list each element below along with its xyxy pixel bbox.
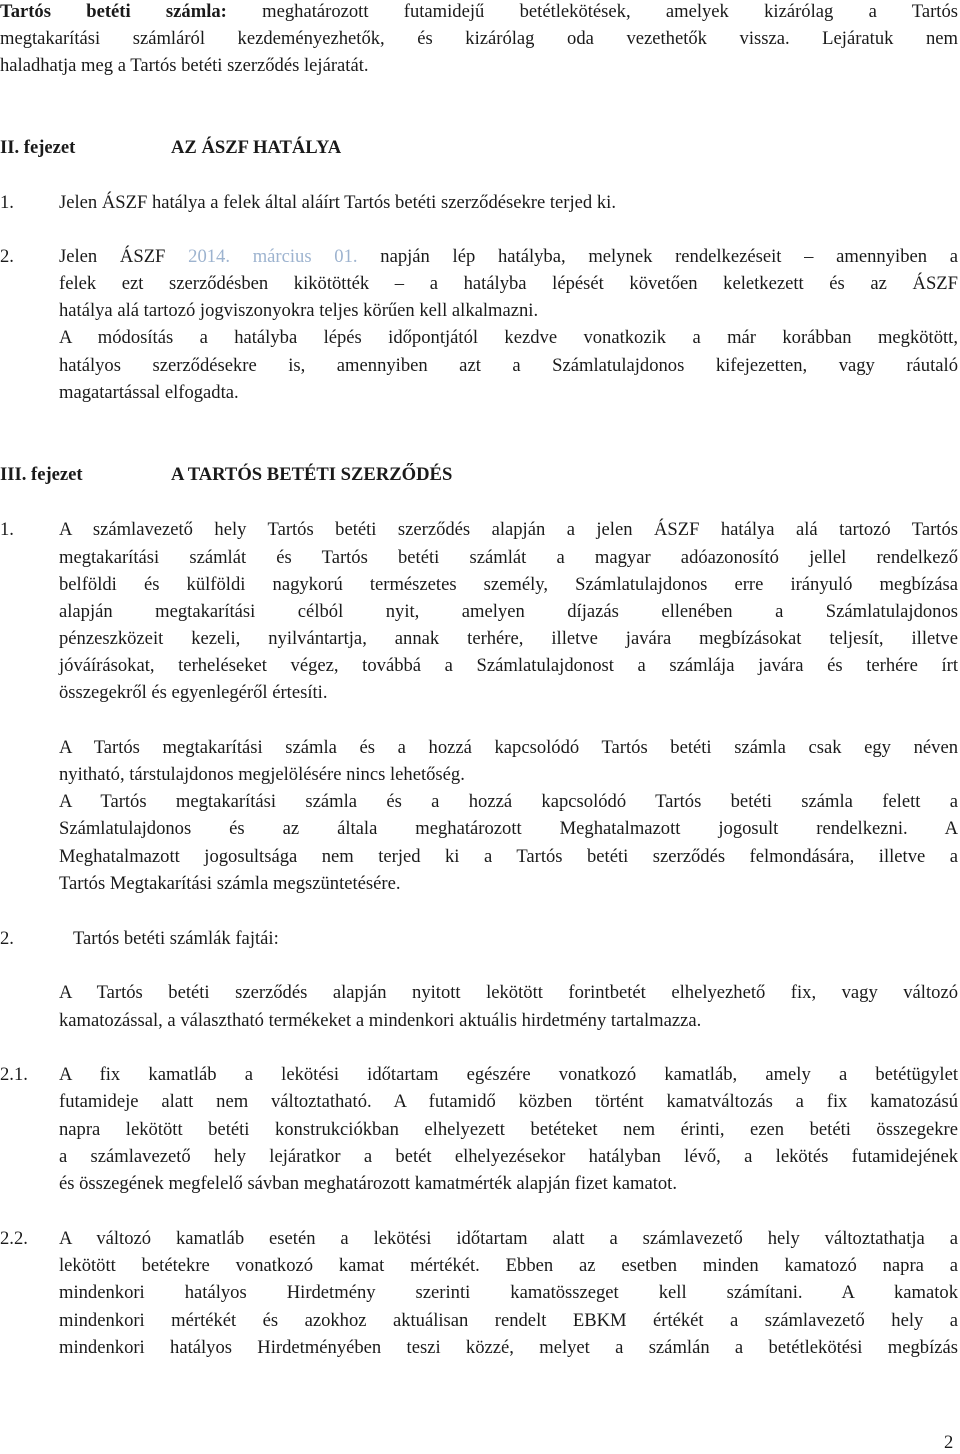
chapter-2-item-2-number: 2. <box>0 246 14 267</box>
intro-line-2: megtakarítási számláról kezdeményezhetők, és kizárólag oda vezethetők vissza. Lejáratuk nem <box>0 28 958 49</box>
intro-line-1 <box>0 1 958 23</box>
chapter-3-item-2-1-line: napra lekötött betéti konstrukciókban elhelyezett betéteket nem érinti, ezen betéti összegekre <box>59 1119 958 1140</box>
intro-text: meghatározott futamidejű betétlekötések, amelyek kizárólag a Tartós <box>262 1 958 22</box>
chapter-3-item-1-p2-line: A Tartós megtakarítási számla és a hozzá kapcsolódó Tartós betéti számla csak egy néven <box>59 737 958 758</box>
chapter-3-item-2-1-line: és összegének megfelelő sávban meghatározott kamatmérték alapján fizet kamatot. <box>59 1173 677 1194</box>
chapter-3-item-1-p2-line: nyitható, társtulajdonos megjelölésére nincs lehetőség. <box>59 764 465 785</box>
effective-date: 2014. március 01. <box>188 246 358 267</box>
chapter-3-item-2-p1-line: kamatozással, a választható termékeket a mindenkori aktuális hirdetmény tartalmazza. <box>59 1010 702 1031</box>
chapter-3-item-1-p1-line: megtakarítási számlát és Tartós betéti számlát a magyar adóazonosító jellel rendelkező <box>59 547 958 568</box>
chapter-2-title: AZ ÁSZF HATÁLYA <box>171 137 342 158</box>
chapter-3-item-2-2-line: A változó kamatláb esetén a lekötési időtartam alatt a számlavezető hely változtathatja a <box>59 1228 958 1249</box>
chapter-2-item-1-number: 1. <box>0 192 14 213</box>
chapter-3-title: A TARTÓS BETÉTI SZERZŐDÉS <box>171 464 453 485</box>
chapter-2-item-2-line-5: hatályos szerződésekre is, amennyiben azt a Számlatulajdonos kifejezetten, vagy ráutaló <box>59 355 958 376</box>
chapter-2-item-2-rest: napján lép hatályba, melynek rendelkezéseit – amennyiben a <box>380 246 959 267</box>
chapter-3-item-1-p3-line: Meghatalmazott jogosultsága nem terjed ki a Tartós betéti szerződés felmondására, illetve a <box>59 846 958 867</box>
chapter-3-item-1-p3-line: A Tartós megtakarítási számla és a hozzá kapcsolódó Tartós betéti számla felett a <box>59 791 958 812</box>
chapter-3-item-1-number: 1. <box>0 519 14 540</box>
chapter-3-item-2-title: Tartós betéti számlák fajtái: <box>73 928 279 949</box>
page-number: 2 <box>944 1432 954 1453</box>
chapter-3-item-2-2-line: mindenkori hatályos Hirdetmény szerinti kamatösszeget kell számítani. A kamatok <box>59 1282 958 1303</box>
chapter-2-item-2-pre: Jelen ÁSZF <box>59 246 166 267</box>
chapter-3-item-2-1-line: A fix kamatláb a lekötési időtartam egészére vonatkozó kamatláb, amely a betétügylet <box>59 1064 958 1085</box>
chapter-3-item-2-1-line: a számlavezető hely lejáratkor a betét elhelyezésekor hatályban lévő, a lekötés futamidejének <box>59 1146 958 1167</box>
chapter-3-item-1-p3-line: Számlatulajdonos és az általa meghatározott Meghatalmazott jogosult rendelkezni. A <box>59 818 958 839</box>
chapter-2-item-2-line-2: felek ezt szerződésben kikötötték – a hatályba lépését követően keletkezett és az ÁSZF <box>59 273 958 294</box>
chapter-3-item-1-p3-line: Tartós Megtakarítási számla megszüntetésére. <box>59 873 401 894</box>
chapter-3-item-1-p1-line: A számlavezető hely Tartós betéti szerződés alapján a jelen ÁSZF hatálya alá tartozó Tartós <box>59 519 958 540</box>
chapter-2-item-2-line-3: hatálya alá tartozó jogviszonyokra teljes körűen kell alkalmazni. <box>59 300 539 321</box>
chapter-3-item-1-p1-line: jóváírásokat, terheléseket végez, továbbá a Számlatulajdonost a számlája javára és terhére írt <box>59 655 958 676</box>
chapter-3-item-1-p1-line: pénzeszközeit kezeli, nyilvántartja, annak terhére, illetve javára megbízásokat teljesít, illetve <box>59 628 958 649</box>
chapter-2-label: II. fejezet <box>0 137 76 158</box>
chapter-3-item-2-2-line: mindenkori mértékét és azokhoz aktuálisan rendelt EBKM értékét a számlavezető hely a <box>59 1310 958 1331</box>
chapter-2-item-2-line-4: A módosítás a hatályba lépés időpontjától kezdve vonatkozik a már korábban megkötött, <box>59 327 958 348</box>
chapter-3-item-2-1-number: 2.1. <box>0 1064 28 1085</box>
chapter-3-item-1-p1-line: összegekről és egyenlegéről értesíti. <box>59 682 328 703</box>
chapter-3-item-2-1-line: futamideje alatt nem változtatható. A futamidő közben történt kamatváltozás a fix kamatozású <box>59 1091 958 1112</box>
chapter-3-label: III. fejezet <box>0 464 83 485</box>
chapter-2-item-2-line-1 <box>59 246 958 268</box>
chapter-3-item-2-2-line: mindenkori hatályos Hirdetményében teszi közzé, melyet a számlán a betétlekötési megbízás <box>59 1337 958 1358</box>
chapter-3-item-2-p1-line: A Tartós betéti szerződés alapján nyitott lekötött forintbetét elhelyezhető fix, vagy változó <box>59 982 958 1003</box>
chapter-2-item-2-line-6: magatartással elfogadta. <box>59 382 239 403</box>
chapter-3-item-2-2-line: lekötött betétekre vonatkozó kamat mértékét. Ebben az esetben minden kamatozó napra a <box>59 1255 958 1276</box>
intro-line-3: haladhatja meg a Tartós betéti szerződés lejáratát. <box>0 55 369 76</box>
chapter-2-item-1-text: Jelen ÁSZF hatálya a felek által aláírt Tartós betéti szerződésekre terjed ki. <box>59 192 616 213</box>
chapter-3-item-1-p1-line: belföldi és külföldi nagykorú természetes személy, Számlatulajdonos erre irányuló megbízása <box>59 574 958 595</box>
chapter-3-item-1-p1-line: alapján megtakarítási célból nyit, amelyen díjazás ellenében a Számlatulajdonos <box>59 601 958 622</box>
intro-term: Tartós betéti számla: <box>0 1 227 22</box>
chapter-3-item-2-2-number: 2.2. <box>0 1228 28 1249</box>
chapter-3-item-2-number: 2. <box>0 928 14 949</box>
